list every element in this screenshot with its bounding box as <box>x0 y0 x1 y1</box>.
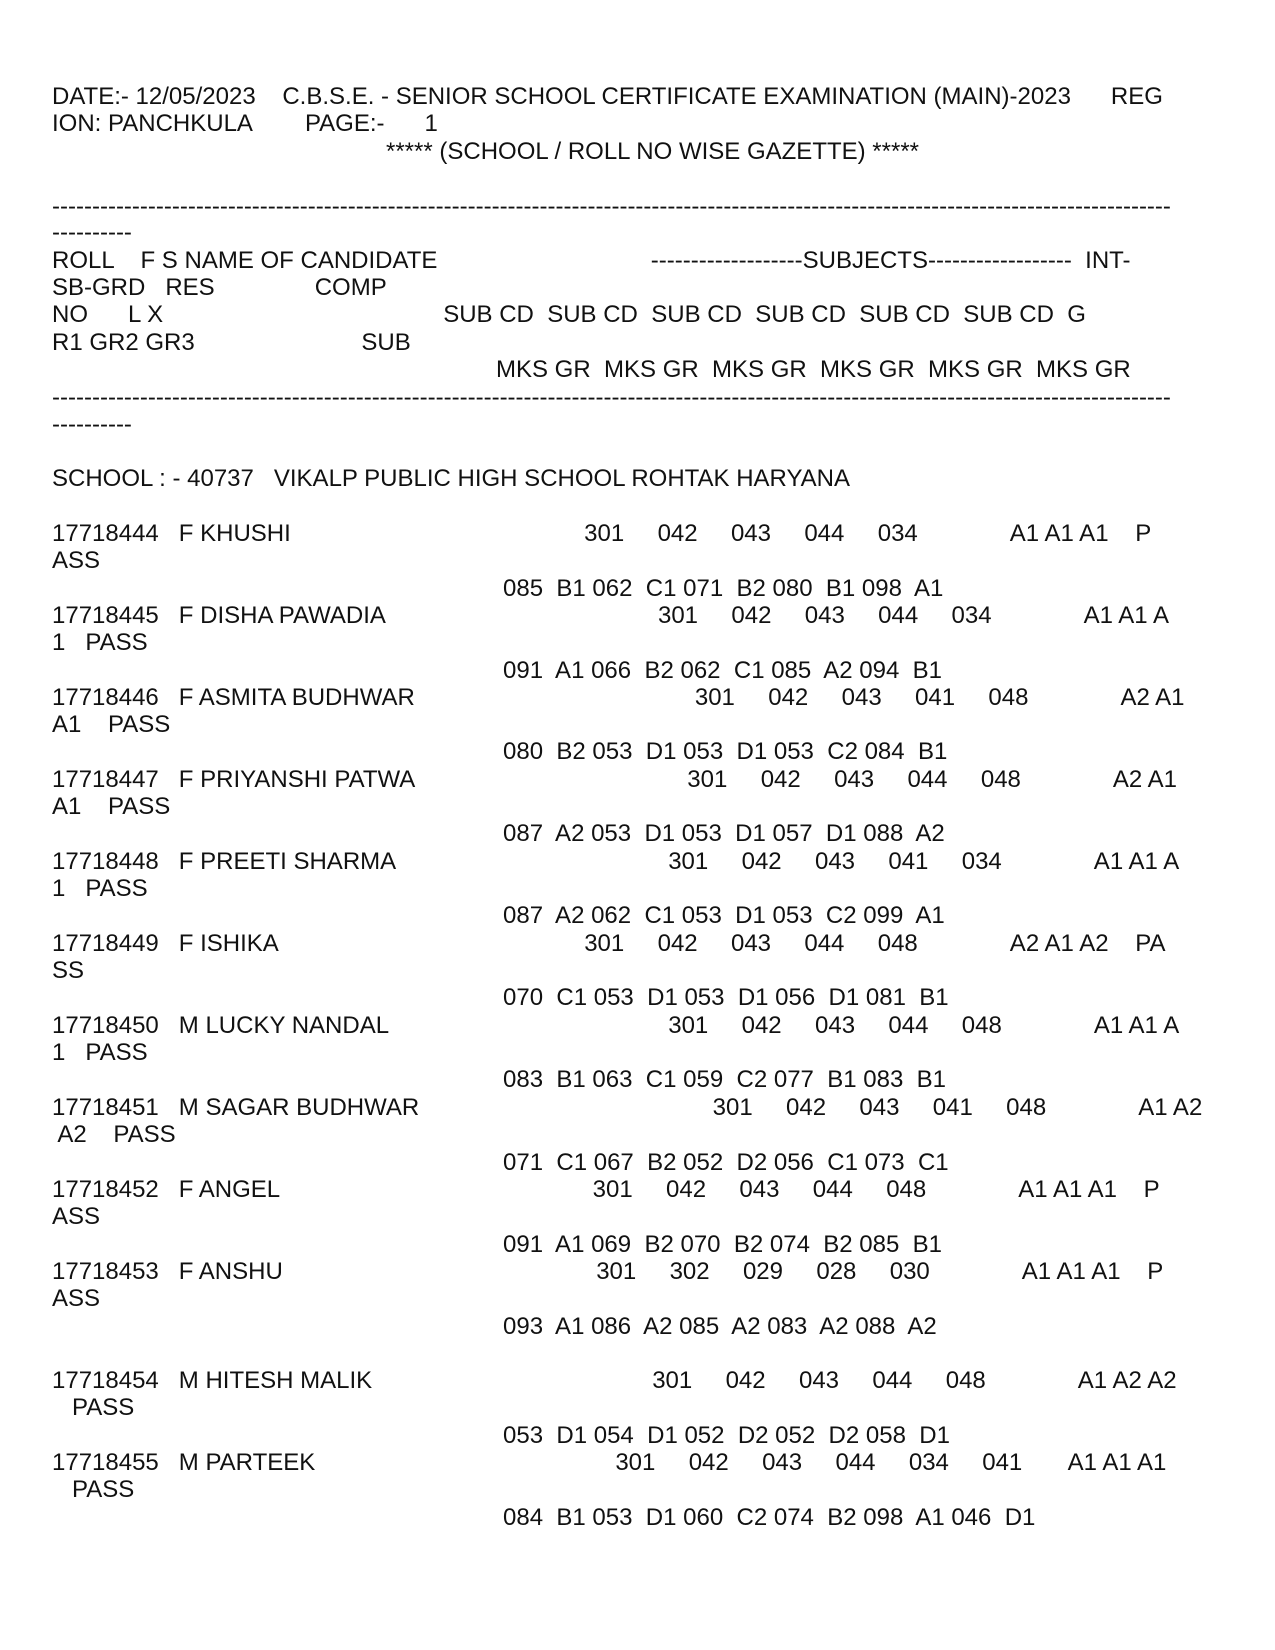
column-header-4: R1 GR2 GR3 SUB <box>52 329 411 356</box>
record-line: 17718452 F ANGEL 301 042 043 044 048 A1 A1 A1 P <box>52 1176 1160 1203</box>
record-wrap: A1 PASS <box>52 711 171 738</box>
record-line: 17718453 F ANSHU 301 302 029 028 030 A1 A1 A1 P <box>52 1258 1164 1285</box>
header-line-1: DATE:- 12/05/2023 C.B.S.E. - SENIOR SCHOOL CERTIFICATE EXAMINATION (MAIN)-2023 REG <box>52 83 1163 110</box>
record-marks: 085 B1 062 C1 071 B2 080 B1 098 A1 <box>503 575 944 602</box>
record-marks: 084 B1 053 D1 060 C2 074 B2 098 A1 046 D1 <box>503 1504 1036 1531</box>
record-wrap: 1 PASS <box>52 1039 148 1066</box>
record-line: 17718447 F PRIYANSHI PATWA 301 042 043 044 048 A2 A1 <box>52 766 1177 793</box>
record-line: 17718451 M SAGAR BUDHWAR 301 042 043 041 048 A1 A2 <box>52 1094 1203 1121</box>
record-wrap: PASS <box>52 1394 135 1421</box>
record-wrap: ASS <box>52 1285 101 1312</box>
separator-line: -------------------------------------------------------------------------------------------------------------------------------------------- <box>52 384 1171 411</box>
record-wrap: ASS <box>52 547 101 574</box>
record-line: 17718449 F ISHIKA 301 042 043 044 048 A2 A1 A2 PA <box>52 930 1166 957</box>
record-marks: 087 A2 053 D1 053 D1 057 D1 088 A2 <box>503 820 945 847</box>
column-header-2: SB-GRD RES COMP <box>52 274 387 301</box>
column-header-5: MKS GR MKS GR MKS GR MKS GR MKS GR MKS GR <box>496 356 1131 383</box>
record-wrap: A1 PASS <box>52 793 171 820</box>
school-line: SCHOOL : - 40737 VIKALP PUBLIC HIGH SCHOOL ROHTAK HARYANA <box>52 465 851 492</box>
header-line-2: ION: PANCHKULA PAGE:- 1 <box>52 110 438 137</box>
separator-tail: ---------- <box>52 219 132 246</box>
record-wrap: 1 PASS <box>52 875 148 902</box>
record-marks: 070 C1 053 D1 053 D1 056 D1 081 B1 <box>503 984 949 1011</box>
record-marks: 091 A1 069 B2 070 B2 074 B2 085 B1 <box>503 1231 943 1258</box>
record-line: 17718446 F ASMITA BUDHWAR 301 042 043 041 048 A2 A1 <box>52 684 1185 711</box>
separator-line: -------------------------------------------------------------------------------------------------------------------------------------------- <box>52 193 1171 220</box>
column-header-1: ROLL F S NAME OF CANDIDATE -------------------SUBJECTS------------------ INT- <box>52 247 1131 274</box>
record-line: 17718445 F DISHA PAWADIA 301 042 043 044 034 A1 A1 A <box>52 602 1169 629</box>
separator-tail: ---------- <box>52 411 132 438</box>
record-marks: 053 D1 054 D1 052 D2 052 D2 058 D1 <box>503 1422 950 1449</box>
record-wrap: PASS <box>52 1476 135 1503</box>
record-marks: 083 B1 063 C1 059 C2 077 B1 083 B1 <box>503 1066 946 1093</box>
record-wrap: A2 PASS <box>52 1121 176 1148</box>
record-line: 17718455 M PARTEEK 301 042 043 044 034 041 A1 A1 A1 <box>52 1449 1167 1476</box>
record-marks: 093 A1 086 A2 085 A2 083 A2 088 A2 <box>503 1313 937 1340</box>
column-header-3: NO L X SUB CD SUB CD SUB CD SUB CD SUB CD SUB CD G <box>52 301 1086 328</box>
record-line: 17718450 M LUCKY NANDAL 301 042 043 044 048 A1 A1 A <box>52 1012 1180 1039</box>
record-marks: 071 C1 067 B2 052 D2 056 C1 073 C1 <box>503 1149 949 1176</box>
record-line: 17718444 F KHUSHI 301 042 043 044 034 A1 A1 A1 P <box>52 520 1152 547</box>
record-marks: 091 A1 066 B2 062 C1 085 A2 094 B1 <box>503 657 943 684</box>
record-wrap: SS <box>52 957 85 984</box>
record-line: 17718448 F PREETI SHARMA 301 042 043 041 034 A1 A1 A <box>52 848 1180 875</box>
record-wrap: ASS <box>52 1203 101 1230</box>
record-marks: 087 A2 062 C1 053 D1 053 C2 099 A1 <box>503 902 945 929</box>
record-wrap: 1 PASS <box>52 629 148 656</box>
record-marks: 080 B2 053 D1 053 D1 053 C2 084 B1 <box>503 738 948 765</box>
gazette-title: ***** (SCHOOL / ROLL NO WISE GAZETTE) ***** <box>386 138 920 165</box>
record-line: 17718454 M HITESH MALIK 301 042 043 044 048 A1 A2 A2 <box>52 1367 1177 1394</box>
